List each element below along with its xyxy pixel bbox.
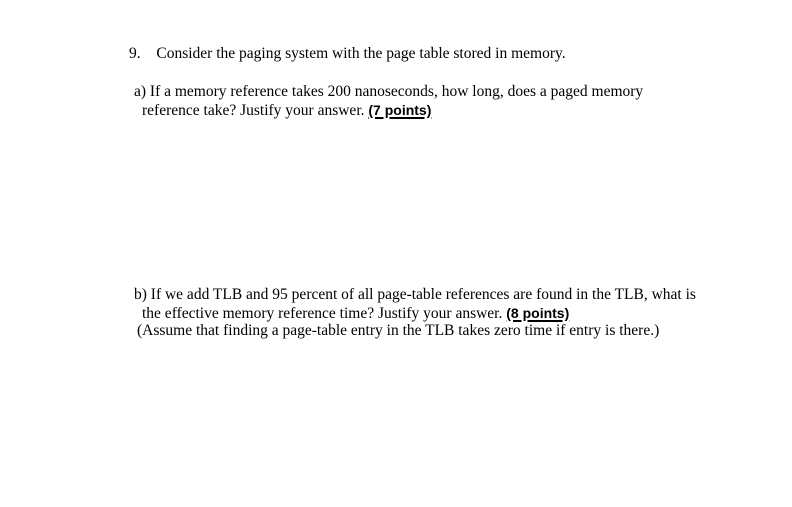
part-b-line-1: b) If we add TLB and 95 percent of all page-table references are found in the TLB, what is — [134, 286, 696, 303]
part-a-line-2-text: reference take? Justify your answer. — [142, 102, 369, 119]
part-b-line-3: (Assume that finding a page-table entry in the TLB takes zero time if entry is there.) — [137, 322, 660, 339]
part-b-line-2 — [142, 304, 569, 323]
question-number: 9. — [129, 45, 141, 62]
part-a-line-2 — [142, 101, 431, 120]
part-a-line-1: a) If a memory reference takes 200 nanoseconds, how long, does a paged memory — [134, 83, 644, 100]
question-text: Consider the paging system with the page table stored in memory. — [156, 45, 566, 62]
question-heading — [129, 45, 566, 63]
part-a-points: (7 points) — [368, 102, 432, 118]
part-b-points: (8 points) — [506, 305, 570, 321]
part-b-line-2-text: the effective memory reference time? Justify your answer. — [142, 305, 507, 322]
